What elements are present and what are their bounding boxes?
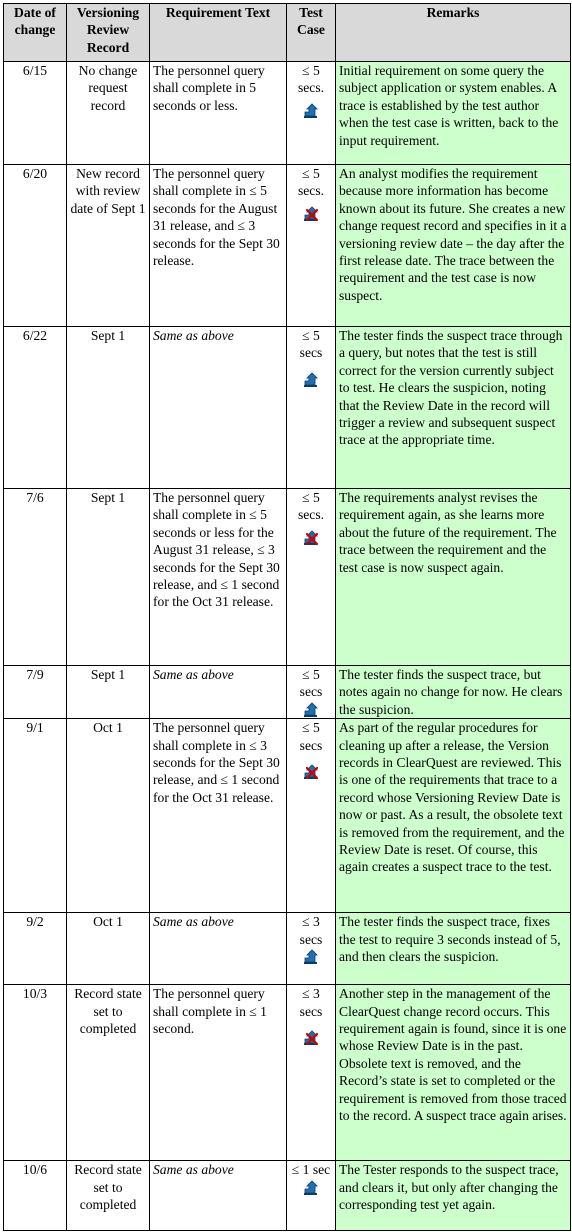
cell-versioning-review: Sept 1 [67,327,150,489]
cell-versioning-review: Oct 1 [67,913,150,985]
cell-remarks: The tester finds the suspect trace through a query, but notes that the test is still correct for the version currently subject to test. He clears the suspicion, noting that the Review Date in the record will trigger a review and subsequent suspect trace at the appropriate time. [336,327,571,489]
table-header-row [4,4,571,62]
test-threshold: ≤ 5 secs [299,328,323,361]
test-threshold: ≤ 3 secs [299,986,323,1019]
header-requirement: Requirement Text [150,4,287,62]
cell-test-case [287,489,336,666]
table-row [4,62,571,165]
cell-date: 6/15 [4,62,67,165]
header-date: Date of change [4,4,67,62]
table-row [4,719,571,913]
cell-test-case [287,62,336,165]
cell-requirement-text: Same as above [150,666,287,719]
cell-test-case [287,666,336,719]
test-threshold: ≤ 3 secs [299,914,323,947]
cell-requirement-text: Same as above [150,1161,287,1231]
cell-date: 6/20 [4,165,67,327]
cell-remarks: The tester finds the suspect trace, but notes again no change for now. He clears the suspicion. [336,666,571,719]
table-row [4,327,571,489]
trace-suspect-icon [303,764,319,780]
cell-remarks: The requirements analyst revises the requirement again, as she learns more about the future of the requirement. The trace between the requirement and the test case is now suspect again. [336,489,571,666]
cell-versioning-review: Record state set to completed [67,1161,150,1231]
header-versioning: Versioning Review Record [67,4,150,62]
header-remarks: Remarks [336,4,571,62]
cell-versioning-review: No change request record [67,62,150,165]
cell-remarks: As part of the regular procedures for cleaning up after a release, the Version records in ClearQuest are reviewed. This is one of the requirements that trace to a record whose Versioning Review Date is now or past. As a result, the obsolete text is removed from the requirement, and the Review Date is reset. Of course, this again creates a suspect trace to the test. [336,719,571,913]
cell-date: 7/9 [4,666,67,719]
trace-ok-icon [303,103,319,119]
trace-suspect-icon [303,1030,319,1046]
test-threshold: ≤ 5 secs. [297,63,325,96]
test-threshold: ≤ 5 secs. [297,490,325,523]
cell-date: 9/2 [4,913,67,985]
table-row [4,666,571,719]
table-row [4,985,571,1161]
cell-requirement-text: Same as above [150,327,287,489]
cell-versioning-review: New record with review date of Sept 1 [67,165,150,327]
cell-remarks: The tester finds the suspect trace, fixes the test to require 3 seconds instead of 5, and then clears the suspicion. [336,913,571,985]
test-threshold: ≤ 5 secs [299,667,323,700]
cell-versioning-review: Sept 1 [67,489,150,666]
cell-requirement-text: Same as above [150,913,287,985]
requirements-trace-table [3,3,571,1231]
table-row [4,913,571,985]
test-threshold: ≤ 5 secs [299,720,323,753]
trace-suspect-icon [303,530,319,546]
cell-requirement-text: The personnel query shall complete in ≤ 5 seconds for the August 31 release, and ≤ 3 seconds for the Sept 30 release. [150,165,287,327]
cell-versioning-review: Oct 1 [67,719,150,913]
cell-test-case [287,985,336,1161]
cell-remarks: Initial requirement on some query the subject application or system enables. A trace is established by the test author when the test case is written, back to the input requirement. [336,62,571,165]
cell-date: 10/6 [4,1161,67,1231]
cell-test-case [287,913,336,985]
trace-ok-icon [303,702,319,718]
test-threshold: ≤ 1 sec [291,1162,331,1178]
cell-test-case [287,165,336,327]
table-row [4,489,571,666]
cell-remarks: An analyst modifies the requirement because more information has become known about its future. She creates a new change request record and specifies in it a versioning review date – the day after the first release date. The trace between the requirement and the test case is now suspect. [336,165,571,327]
cell-requirement-text: The personnel query shall complete in 5 seconds or less. [150,62,287,165]
trace-ok-icon [303,372,319,388]
table-row [4,165,571,327]
cell-versioning-review: Sept 1 [67,666,150,719]
cell-remarks: The Tester responds to the suspect trace, and clears it, but only after changing the corresponding test yet again. [336,1161,571,1231]
cell-versioning-review: Record state set to completed [67,985,150,1161]
cell-requirement-text: The personnel query shall complete in ≤ 1 second. [150,985,287,1161]
cell-date: 10/3 [4,985,67,1161]
cell-requirement-text: The personnel query shall complete in ≤ 3 seconds for the Sept 30 release, and ≤ 1 second for the Oct 31 release. [150,719,287,913]
header-test-case: Test Case [287,4,336,62]
cell-test-case [287,1161,336,1231]
trace-suspect-icon [303,206,319,222]
cell-remarks: Another step in the management of the ClearQuest change record occurs. This requirement again is found, since it is one whose Review Date is in the past. Obsolete text is removed, and the Record’s state is set to completed or the requirement is removed from those traced to the record. A suspect trace again arises. [336,985,571,1161]
cell-requirement-text: The personnel query shall complete in ≤ 5 seconds or less for the August 31 release, ≤ 3 seconds for the Sept 30 release, and ≤ 1 second for the Oct 31 release. [150,489,287,666]
table-row [4,1161,571,1231]
test-threshold: ≤ 5 secs. [297,166,325,199]
trace-ok-icon [303,949,319,965]
cell-test-case [287,327,336,489]
cell-test-case [287,719,336,913]
trace-ok-icon [303,1180,319,1196]
cell-date: 7/6 [4,489,67,666]
cell-date: 9/1 [4,719,67,913]
cell-date: 6/22 [4,327,67,489]
